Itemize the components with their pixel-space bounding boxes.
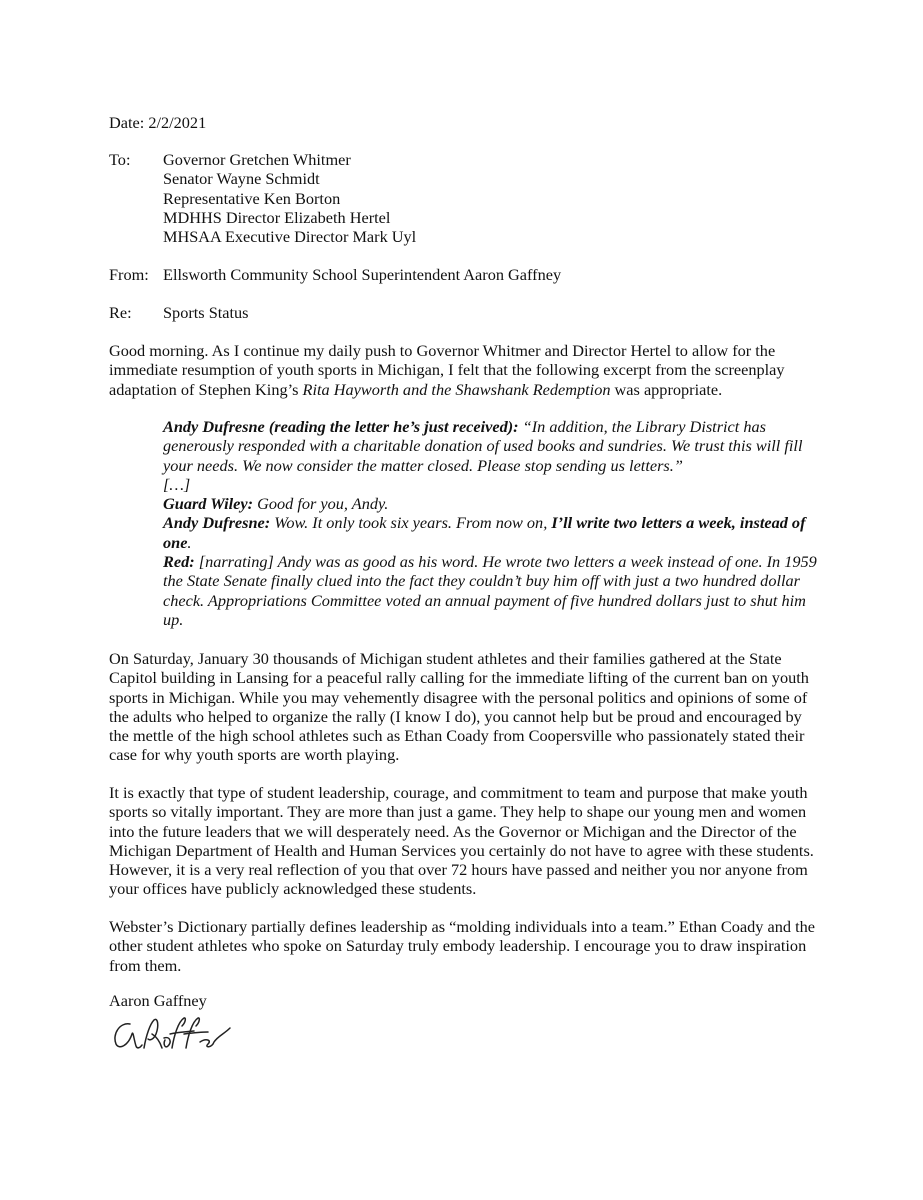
excerpt-line-2-text: Good for you, Andy. [253, 494, 389, 514]
closing-name: Aaron Gaffney [109, 991, 207, 1010]
excerpt-emphasis: I’ll write two letters a week, instead of one [163, 513, 806, 552]
speaker-red: Red: [163, 552, 195, 572]
handwritten-signature [108, 1012, 233, 1060]
excerpt-line-4 [163, 552, 823, 629]
excerpt-ellipsis: […] [163, 474, 191, 494]
leadership-paragraph: It is exactly that type of student leadership, courage, and commitment to team and purpose that make youth sports so vitally important. They are more than just a game. They help to shape our young men and women into the future leaders that we will desperately need. As the Governor or Michigan and the Director of the Michigan Department of Health and Human Services you certainly do not have to agree with these students. However, it is a very real reflection of you that over 72 hours have passed and neither you nor anyone from your offices have publicly acknowledged these students. [109, 783, 814, 899]
recipient-representative: Representative Ken Borton [163, 188, 341, 208]
intro-paragraph [109, 341, 809, 399]
to-label: To: [109, 150, 131, 169]
speaker-andy: Andy Dufresne: [163, 513, 271, 533]
book-title: Rita Hayworth and the Shawshank Redemption [302, 379, 611, 399]
from-label: From: [109, 265, 149, 284]
screenplay-excerpt [163, 417, 823, 629]
rally-paragraph: On Saturday, January 30 thousands of Michigan student athletes and their families gathered at the State Capitol building in Lansing for a peaceful rally calling for the immediate lifting of the current ban on youth sports in Michigan. While you may vehemently disagree with the personal politics and opinions of some of the adults who helped to organize the rally (I know I do), you cannot help but be proud and encouraged by the mettle of the high school athletes such as Ethan Coady from Coopersville who passionately stated their case for why youth sports are worth playing. [109, 649, 809, 765]
recipient-list [163, 150, 416, 246]
intro-text: Good morning. As I continue my daily push to Governor Whitmer and Director Hertel to allow for the immediate resumption of youth sports in Michigan, I felt that the following excerpt from the screenplay adaptation of Stephen King’s [109, 341, 785, 399]
recipient-mdhhs-director: MDHHS Director Elizabeth Hertel [163, 207, 391, 227]
recipient-senator: Senator Wayne Schmidt [163, 169, 320, 189]
speaker-andy-reading: Andy Dufresne (reading the letter he’s just received): [163, 417, 519, 436]
excerpt-line-3-text: Wow. It only took six years. From now on, [270, 513, 552, 533]
recipient-mhsaa-director: MHSAA Executive Director Mark Uyl [163, 227, 417, 247]
re-label: Re: [109, 303, 132, 322]
speaker-guard-wiley: Guard Wiley: [163, 494, 253, 514]
recipient-governor: Governor Gretchen Whitmer [163, 150, 351, 169]
intro-end: was appropriate. [610, 379, 723, 399]
letter-date: Date: 2/2/2021 [109, 113, 207, 132]
excerpt-line-4-text: [narrating] Andy was as good as his word. He wrote two letters a week instead of one. In 1959 the State Senate finally clued into the fact they couldn’t buy him off with just a two hundred dollar check. Appropriations Committee voted an annual payment of five hundred dollars just to shut him up. [163, 552, 817, 629]
excerpt-line-1-text: “In addition, the Library District has generously responded with a charitable donation of used books and sundries. We trust this will fill your needs. We now consider the matter closed. Please stop sending us letters.” [163, 417, 803, 475]
excerpt-line-3-end: . [187, 532, 192, 552]
re-value: Sports Status [163, 303, 249, 322]
definition-paragraph: Webster’s Dictionary partially defines leadership as “molding individuals into a team.” Ethan Coady and the other student athletes who spoke on Saturday truly embody leadership. I encourage you to draw inspiration from them. [109, 917, 815, 975]
excerpt-line-2 [163, 494, 823, 513]
excerpt-line-1 [163, 417, 823, 475]
from-value: Ellsworth Community School Superintendent Aaron Gaffney [163, 265, 562, 284]
excerpt-line-3 [163, 513, 823, 552]
